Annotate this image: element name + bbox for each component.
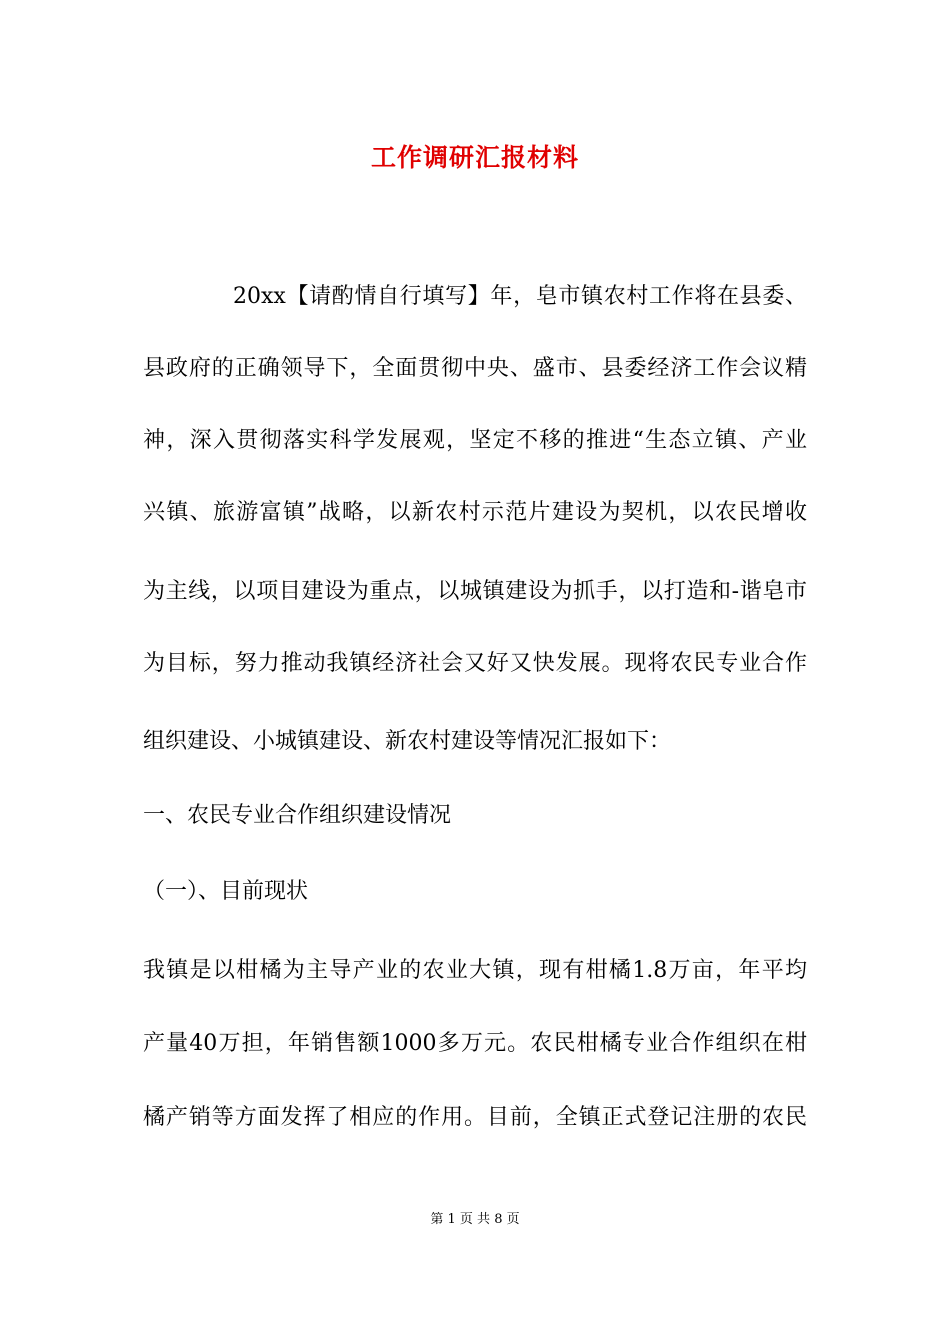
paragraph-line: 神，深入贯彻落实科学发展观，坚定不移的推进“生态立镇、产业: [143, 428, 807, 453]
document-title: 工作调研汇报材料: [370, 143, 579, 172]
paragraph-line: 我镇是以柑橘为主导产业的农业大镇，现有柑橘1.8万亩，年平均: [143, 958, 807, 983]
section-heading: 一、农民专业合作组织建设情况: [143, 803, 452, 828]
paragraph-line: 为主线，以项目建设为重点，以城镇建设为抓手，以打造和-谐皂市: [143, 579, 807, 604]
paragraph-line: 产量40万担，年销售额1000多万元。农民柑橘专业合作组织在柑: [143, 1031, 807, 1056]
paragraph-line: 县政府的正确领导下，全面贯彻中央、盛市、县委经济工作会议精: [143, 356, 807, 381]
paragraph-line: 兴镇、旅游富镇”战略，以新农村示范片建设为契机，以农民增收: [143, 500, 807, 525]
paragraph-line: 组织建设、小城镇建设、新农村建设等情况汇报如下：: [143, 729, 672, 754]
paragraph-line: 20xx【请酌情自行填写】年，皂市镇农村工作将在县委、: [233, 284, 807, 309]
subsection-heading: （一）、目前现状: [143, 879, 309, 904]
paragraph-line: 为目标，努力推动我镇经济社会又好又快发展。现将农民专业合作: [143, 651, 807, 676]
paragraph-line: 橘产销等方面发挥了相应的作用。目前，全镇正式登记注册的农民: [143, 1105, 807, 1130]
page-number: 第 1 页 共 8 页: [430, 1212, 520, 1227]
